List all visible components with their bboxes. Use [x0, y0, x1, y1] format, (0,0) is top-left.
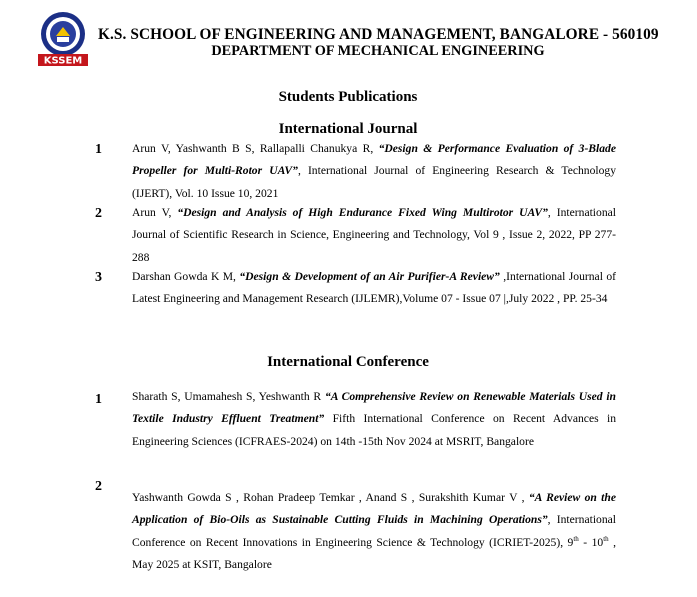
- paper-title: “A Review on the Application of Bio-Oils as Sustainable Cutting Fluids in Machining Operations”: [132, 491, 616, 527]
- institution-header: [98, 26, 658, 60]
- item-number: 1: [95, 392, 102, 407]
- citation-text: Arun V, Yashwanth B S, Rallapalli Chanukya R, “Design & Performance Evaluation of 3-Blade Propeller for Multi-Rotor UAV”, International Journal of Engineering Research & Technology (IJERT), Vol. 10 Issue 10, 2021: [132, 142, 616, 200]
- department-name: DEPARTMENT OF MECHANICAL ENGINEERING: [211, 43, 545, 59]
- paper-title: “Design and Analysis of High Endurance Fixed Wing Multirotor UAV”: [177, 206, 548, 219]
- paper-title: “A Comprehensive Review on Renewable Materials Used in Textile Industry Effluent Treatment”: [132, 390, 616, 426]
- paper-title: “Design & Performance Evaluation of 3-Blade Propeller for Multi-Rotor UAV”: [132, 142, 616, 178]
- logo-text: KSSEM: [43, 55, 83, 67]
- kssem-logo: [36, 10, 90, 68]
- journal-heading: International Journal: [278, 121, 418, 137]
- item-number: 2: [95, 206, 102, 221]
- item-number: 2: [95, 479, 102, 494]
- citation-text: Arun V, “Design and Analysis of High Endurance Fixed Wing Multirotor UAV”, International Journal of Scientific Research in Science, Engineering and Technology, Vol 9 , Issue 2, 2022, PP 277-288: [132, 206, 616, 264]
- item-number: 3: [95, 270, 102, 285]
- citation-text: Sharath S, Umamahesh S, Yeshwanth R “A Comprehensive Review on Renewable Materials Used in Textile Industry Effluent Treatment” Fifth International Conference on Recent Advances in Engineering Sciences (ICFRAES-2024) on 14th -15th Nov 2024 at MSRIT, Bangalore: [132, 390, 617, 448]
- citation-text: Yashwanth Gowda S , Rohan Pradeep Temkar , Anand S , Surakshith Kumar V , “A Review on the Application of Bio-Oils as Sustainable Cutting Fluids in Machining Operations”, International Conference on Recent Innovations in Engineering Science & Technology (ICRIET-2025), 9th - 10th , May 2025 at KSIT, Bangalore: [132, 491, 617, 572]
- item-number: 1: [95, 142, 102, 157]
- conference-heading: International Conference: [267, 354, 429, 370]
- institution-name: K.S. SCHOOL OF ENGINEERING AND MANAGEMENT, BANGALORE - 560109: [98, 26, 659, 43]
- citation-text: Darshan Gowda K M, “Design & Development of an Air Purifier-A Review” ,International Journal of Latest Engineering and Management Research (IJLEMR),Volume 07 - Issue 07 |,July 2022 , PP. 25-34: [132, 270, 617, 306]
- page-title: Students Publications: [278, 89, 418, 105]
- paper-title: “Design & Development of an Air Purifier-A Review”: [239, 270, 500, 283]
